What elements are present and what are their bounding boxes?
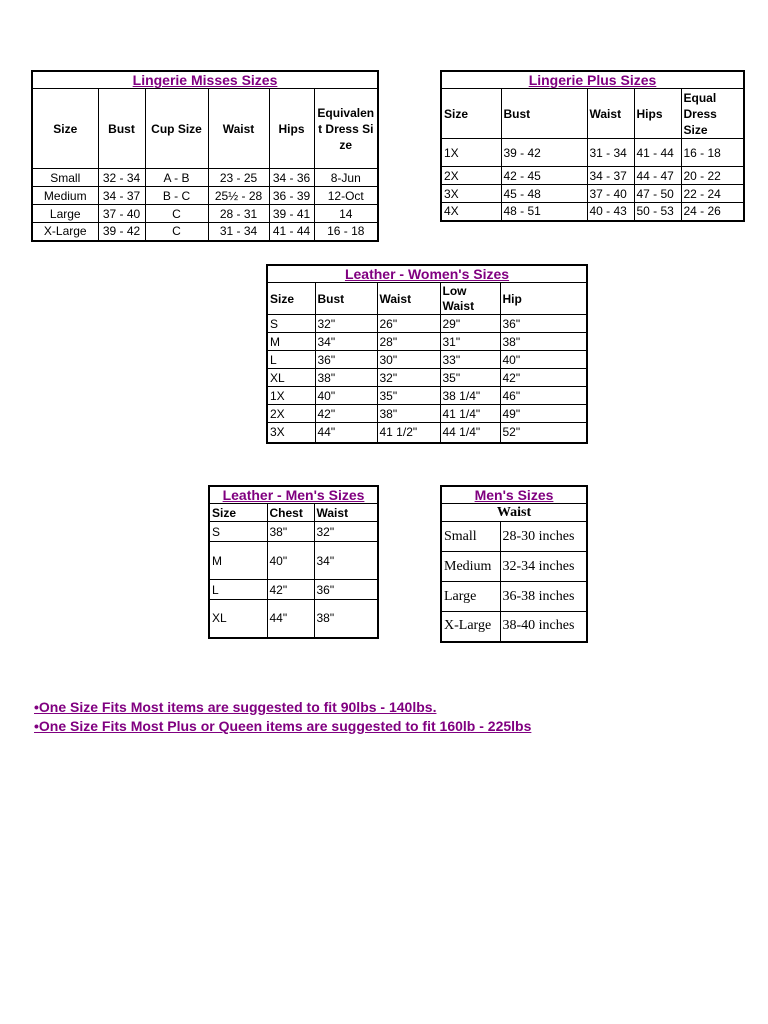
cell: 42" — [267, 580, 314, 600]
note-one-size: •One Size Fits Most items are suggested to fit 90lbs - 140lbs. — [34, 699, 437, 715]
cell: 40" — [315, 387, 377, 405]
cell: 36" — [315, 351, 377, 369]
table-row — [209, 600, 378, 638]
size-notes — [34, 698, 531, 736]
header-cell: Size — [32, 89, 98, 169]
cell: 42" — [500, 369, 587, 387]
cell: 4X — [441, 203, 501, 221]
cell: 48 - 51 — [501, 203, 587, 221]
header-cell: Waist — [314, 504, 378, 522]
cell: 38" — [314, 600, 378, 638]
cell: 26" — [377, 315, 440, 333]
cell: 22 - 24 — [681, 185, 744, 203]
header-cell: Waist — [587, 89, 634, 139]
cell: 16 - 18 — [681, 139, 744, 167]
cell: 37 - 40 — [98, 205, 145, 223]
cell: 38-40 inches — [500, 612, 587, 642]
cell: 41 1/4" — [440, 405, 500, 423]
cell: A - B — [145, 169, 208, 187]
cell: 24 - 26 — [681, 203, 744, 221]
header-cell: Size — [267, 283, 315, 315]
cell: 3X — [441, 185, 501, 203]
cell: 39 - 42 — [501, 139, 587, 167]
header-cell: Bust — [501, 89, 587, 139]
cell: 41 1/2" — [377, 423, 440, 443]
header-cell: Low Waist — [440, 283, 500, 315]
table-row — [32, 205, 378, 223]
cell: Medium — [32, 187, 98, 205]
table-row — [267, 315, 587, 333]
cell: 28" — [377, 333, 440, 351]
cell: S — [209, 522, 267, 542]
cell: 44" — [267, 600, 314, 638]
header-cell: Size — [441, 89, 501, 139]
cell: 16 - 18 — [314, 223, 378, 241]
cell: 28-30 inches — [500, 522, 587, 552]
table-row — [32, 169, 378, 187]
cell: 39 - 42 — [98, 223, 145, 241]
cell: 34 - 37 — [98, 187, 145, 205]
table-row — [441, 522, 587, 552]
header-cell: Equal Dress Size — [681, 89, 744, 139]
cell: 42" — [315, 405, 377, 423]
cell: 36-38 inches — [500, 582, 587, 612]
cell: 41 - 44 — [634, 139, 681, 167]
cell: 38 1/4" — [440, 387, 500, 405]
header-cell: Bust — [98, 89, 145, 169]
table-row — [209, 522, 378, 542]
header-cell: Hips — [634, 89, 681, 139]
cell: M — [209, 542, 267, 580]
leather-men-table — [208, 485, 379, 639]
cell: 37 - 40 — [587, 185, 634, 203]
cell: 32" — [377, 369, 440, 387]
table-row — [267, 423, 587, 443]
cell: 1X — [267, 387, 315, 405]
lingerie-plus-title: Lingerie Plus Sizes — [441, 71, 744, 89]
leather-women-title: Leather - Women's Sizes — [267, 265, 587, 283]
cell: L — [209, 580, 267, 600]
cell: 52" — [500, 423, 587, 443]
cell: Small — [441, 522, 500, 552]
cell: 34 - 36 — [269, 169, 314, 187]
cell: Medium — [441, 552, 500, 582]
cell: 42 - 45 — [501, 167, 587, 185]
cell: 30" — [377, 351, 440, 369]
table-row — [441, 167, 744, 185]
cell: 31 - 34 — [208, 223, 269, 241]
header-cell: Cup Size — [145, 89, 208, 169]
table-row — [267, 387, 587, 405]
cell: Small — [32, 169, 98, 187]
cell: 38" — [500, 333, 587, 351]
cell: 40" — [500, 351, 587, 369]
cell: 47 - 50 — [634, 185, 681, 203]
cell: 32" — [315, 315, 377, 333]
cell: 44" — [315, 423, 377, 443]
men-sizes-table — [440, 485, 588, 643]
table-row — [441, 203, 744, 221]
cell: 29" — [440, 315, 500, 333]
header-cell: Waist — [377, 283, 440, 315]
table-row — [441, 582, 587, 612]
cell: 35" — [377, 387, 440, 405]
cell: 33" — [440, 351, 500, 369]
lingerie-misses-title: Lingerie Misses Sizes — [32, 71, 378, 89]
table-row — [209, 580, 378, 600]
cell: 8-Jun — [314, 169, 378, 187]
cell: M — [267, 333, 315, 351]
table-row — [267, 351, 587, 369]
table-row — [32, 187, 378, 205]
cell: 36" — [500, 315, 587, 333]
cell: 32 - 34 — [98, 169, 145, 187]
cell: 38" — [377, 405, 440, 423]
header-cell: Hip — [500, 283, 587, 315]
cell: Large — [32, 205, 98, 223]
cell: B - C — [145, 187, 208, 205]
cell: C — [145, 205, 208, 223]
table-row — [441, 185, 744, 203]
cell: S — [267, 315, 315, 333]
cell: 38" — [267, 522, 314, 542]
table-row — [32, 223, 378, 241]
cell: 46" — [500, 387, 587, 405]
cell: 34" — [315, 333, 377, 351]
table-row — [209, 542, 378, 580]
table-row — [441, 139, 744, 167]
cell: X-Large — [441, 612, 500, 642]
leather-men-title: Leather - Men's Sizes — [209, 486, 378, 504]
cell: 44 1/4" — [440, 423, 500, 443]
lingerie-misses-table — [31, 70, 379, 242]
cell: 25½ - 28 — [208, 187, 269, 205]
table-row — [441, 552, 587, 582]
note-one-size-plus: •One Size Fits Most Plus or Queen items are suggested to fit 160lb - 225lbs — [34, 718, 532, 734]
cell: C — [145, 223, 208, 241]
cell: 3X — [267, 423, 315, 443]
table-row — [267, 333, 587, 351]
cell: 36" — [314, 580, 378, 600]
cell: XL — [209, 600, 267, 638]
cell: 41 - 44 — [269, 223, 314, 241]
cell: 20 - 22 — [681, 167, 744, 185]
cell: 44 - 47 — [634, 167, 681, 185]
cell: 50 - 53 — [634, 203, 681, 221]
cell: 35" — [440, 369, 500, 387]
cell: 45 - 48 — [501, 185, 587, 203]
cell: 1X — [441, 139, 501, 167]
header-cell: Chest — [267, 504, 314, 522]
header-cell: Equivalent Dress Size — [314, 89, 378, 169]
men-sizes-title: Men's Sizes — [441, 486, 587, 504]
cell: 38" — [315, 369, 377, 387]
cell: 12-Oct — [314, 187, 378, 205]
cell: 2X — [267, 405, 315, 423]
cell: 31" — [440, 333, 500, 351]
cell: 14 — [314, 205, 378, 223]
table-row — [267, 405, 587, 423]
cell: 39 - 41 — [269, 205, 314, 223]
cell: 49" — [500, 405, 587, 423]
table-row — [267, 369, 587, 387]
header-cell: Size — [209, 504, 267, 522]
cell: 32-34 inches — [500, 552, 587, 582]
cell: 36 - 39 — [269, 187, 314, 205]
cell: 2X — [441, 167, 501, 185]
header-cell: Hips — [269, 89, 314, 169]
cell: 40 - 43 — [587, 203, 634, 221]
cell: 23 - 25 — [208, 169, 269, 187]
header-cell: Waist — [441, 504, 587, 522]
cell: 28 - 31 — [208, 205, 269, 223]
lingerie-plus-table — [440, 70, 745, 222]
cell: X-Large — [32, 223, 98, 241]
header-cell: Bust — [315, 283, 377, 315]
cell: Large — [441, 582, 500, 612]
cell: 34 - 37 — [587, 167, 634, 185]
cell: L — [267, 351, 315, 369]
cell: 34" — [314, 542, 378, 580]
cell: 40" — [267, 542, 314, 580]
cell: 31 - 34 — [587, 139, 634, 167]
header-cell: Waist — [208, 89, 269, 169]
leather-women-table — [266, 264, 588, 444]
cell: XL — [267, 369, 315, 387]
table-row — [441, 612, 587, 642]
cell: 32" — [314, 522, 378, 542]
